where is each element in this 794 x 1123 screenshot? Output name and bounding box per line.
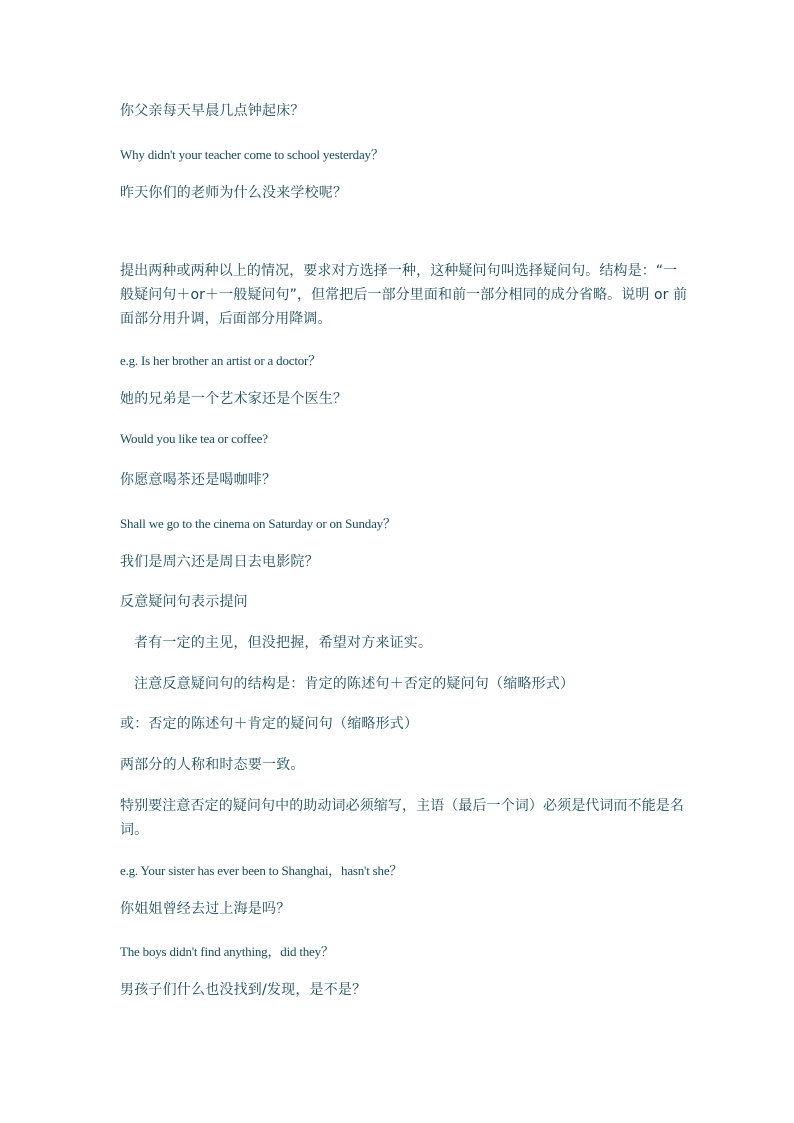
example-english-shanghai: e.g. Your sister has ever been to Shanghai，hasn't she？ (120, 863, 403, 878)
sentence-chinese-shanghai: 你姐姐曾经去过上海是吗？ (120, 901, 291, 917)
sentence-english-cinema: Shall we go to the cinema on Saturday or on Sunday？ (120, 516, 396, 531)
sentence-english-tea-coffee: Would you like tea or coffee? (120, 431, 268, 446)
paragraph-alternative-questions (120, 259, 688, 331)
paragraph-line: 般疑问句＋or＋一般疑问句”，但常把后一部分里面和前一部分相同的成分省略。说明 or 前 (120, 287, 688, 303)
paragraph-auxiliary-contraction (120, 794, 684, 842)
sentence-chinese-boys-anything: 男孩子们什么也没找到/发现，是不是？ (120, 982, 367, 998)
example-english-artist-doctor: e.g. Is her brother an artist or a doctor？ (120, 353, 321, 368)
sentence-chinese-tea-coffee: 你愿意喝茶还是喝咖啡？ (120, 472, 277, 488)
text-tag-questions-purpose: 者有一定的主见，但没把握，希望对方来证实。 (134, 635, 433, 651)
text-tag-questions-structure: 注意反意疑问句的结构是：肯定的陈述句＋否定的疑问句（缩略形式） (134, 676, 575, 692)
heading-tag-questions: 反意疑问句表示提问 (120, 594, 248, 610)
paragraph-line: 特别要注意否定的疑问句中的助动词必须缩写，主语（最后一个词）必须是代词而不能是名 (120, 798, 684, 814)
paragraph-line: 词。 (120, 822, 149, 838)
sentence-english-teacher-school: Why didn't your teacher come to school yesterday？ (120, 147, 384, 162)
sentence-english-boys-anything: The boys didn't find anything，did they？ (120, 944, 334, 959)
paragraph-line: 提出两种或两种以上的情况，要求对方选择一种，这种疑问句叫选择疑问句。结构是：“一 (120, 263, 678, 279)
sentence-chinese-father-wake: 你父亲每天早晨几点钟起床？ (120, 103, 305, 119)
sentence-chinese-teacher-school: 昨天你们的老师为什么没来学校呢？ (120, 185, 348, 201)
paragraph-line: 面部分用升调，后面部分用降调。 (120, 311, 332, 327)
text-person-tense-agreement: 两部分的人称和时态要一致。 (120, 757, 305, 773)
sentence-chinese-artist-doctor: 她的兄弟是一个艺术家还是个医生？ (120, 391, 348, 407)
text-tag-questions-structure-alt: 或：否定的陈述句＋肯定的疑问句（缩略形式） (120, 716, 419, 732)
sentence-chinese-cinema: 我们是周六还是周日去电影院？ (120, 554, 319, 570)
